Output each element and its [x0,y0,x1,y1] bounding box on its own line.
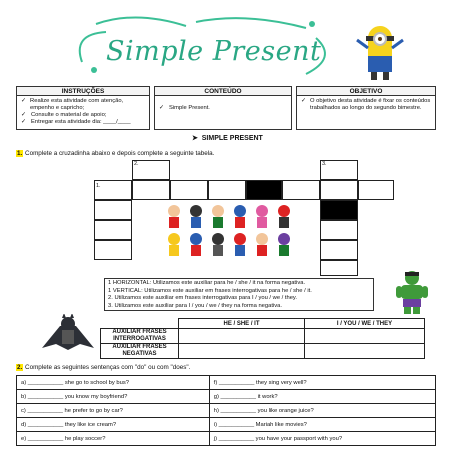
crossword-cell[interactable] [320,240,358,260]
crossword-cell[interactable] [208,180,246,200]
content-title: CONTEÚDO [155,87,291,96]
sentence-cell[interactable]: g) ___________ it work? [209,390,435,404]
section-title: ➤ SIMPLE PRESENT [192,135,263,142]
answer-cell[interactable] [179,329,305,344]
check-icon: ✓ [21,112,27,118]
check-icon: ✓ [301,98,307,104]
hulk-icon [394,270,430,314]
sentence-cell[interactable]: j) ___________ you have your passport with you? [209,432,435,446]
sentence-cell[interactable]: f) ___________ they sing very well? [209,376,435,390]
title-banner [76,14,336,82]
column-header: I / YOU / WE / THEY [305,319,425,329]
answer-cell[interactable] [179,344,305,359]
sentence-cell[interactable]: h) ___________ you like orange juice? [209,404,435,418]
crossword-clues [104,278,374,311]
superheroes-illustration [164,203,296,259]
instruction-item: Realize esta atividade com atenção, empenho e capricho; [30,98,124,111]
crossword-cell[interactable] [94,220,132,240]
table-row [17,390,436,404]
question-2 [16,364,190,371]
crossword-cell[interactable] [320,180,358,200]
crossword-cell[interactable] [132,180,170,200]
batman-icon [40,314,96,354]
crossword-black-cell [320,200,358,220]
content-item: Simple Present. [169,105,210,111]
table-row [17,418,436,432]
sentence-cell[interactable]: e) ___________ he play soccer? [17,432,210,446]
instructions-title: INSTRUÇÕES [17,87,149,96]
answer-cell[interactable] [305,329,425,344]
row-label: AUXILIAR FRASES NEGATIVAS [101,344,179,359]
crossword-cell[interactable] [358,180,394,200]
question-number: 2. [17,364,23,371]
worksheet [14,8,438,444]
crossword-cell[interactable] [94,240,132,260]
objective-box [296,86,436,130]
question-number: 1. [17,150,23,157]
crossword-black-cell [246,180,282,200]
sentences-table [16,375,436,446]
clue-item: 3. Utilizamos este auxiliar para I / you / we / they na forma negativa. [108,302,282,309]
sentence-cell[interactable]: b) ___________ you know my boyfriend? [17,390,210,404]
hero-figure-icon [168,205,290,256]
check-icon: ✓ [159,105,165,111]
sentence-cell[interactable]: d) ___________ they like ice cream? [17,418,210,432]
sentence-cell[interactable]: i) ___________ Mariah like movies? [209,418,435,432]
crossword-number: 1. [96,183,101,189]
question-text: Complete a cruzadinha abaixo e depois complete a seguinte tabela. [25,150,215,157]
instructions-box [16,86,150,130]
check-icon: ✓ [21,98,27,104]
table-row [17,376,436,390]
question-text: Complete as seguintes sentenças com "do" ou com "does". [25,364,191,371]
crossword-cell[interactable] [320,260,358,276]
crossword-cell[interactable] [94,200,132,220]
table-row [17,432,436,446]
answer-cell[interactable] [305,344,425,359]
crossword-cell[interactable] [320,220,358,240]
instruction-item: Entregar esta atividade dia: ____/____ [31,119,131,125]
sentence-cell[interactable]: c) ___________ he prefer to go by car? [17,404,210,418]
objective-title: OBJETIVO [297,87,435,96]
crossword-cell[interactable] [170,180,208,200]
row-label: AUXILIAR FRASES INTERROGATIVAS [101,329,179,344]
clue-item: 1 HORIZONTAL: Utilizamos este auxiliar para he / she / it na forma negativa. [108,280,306,286]
crossword-cell[interactable] [282,180,320,200]
check-icon: ✓ [21,119,27,125]
auxiliary-table [100,318,425,359]
crossword-number: 3. [322,161,327,167]
sentence-cell[interactable]: a) ___________ she go to school by bus? [17,376,210,390]
question-1 [16,150,214,157]
crossword-number: 2. [134,161,139,167]
content-box [154,86,292,130]
page-title: Simple Present [106,36,322,67]
clue-item: 2. Utilizamos este auxiliar em frases interrogativas para I / you / we / they. [108,295,298,301]
minion-icon [354,18,406,84]
clue-item: 1 VERTICAL: Utilizamos este auxiliar em frases interrogativas para he / she / it. [108,287,312,294]
column-header: HE / SHE / IT [179,319,305,329]
instruction-item: Consulte o material de apoio; [31,112,107,118]
objective-item: O objetivo desta atividade é fixar os conteúdos trabalhados ao longo do segundo bimestre. [310,98,431,111]
table-row [17,404,436,418]
